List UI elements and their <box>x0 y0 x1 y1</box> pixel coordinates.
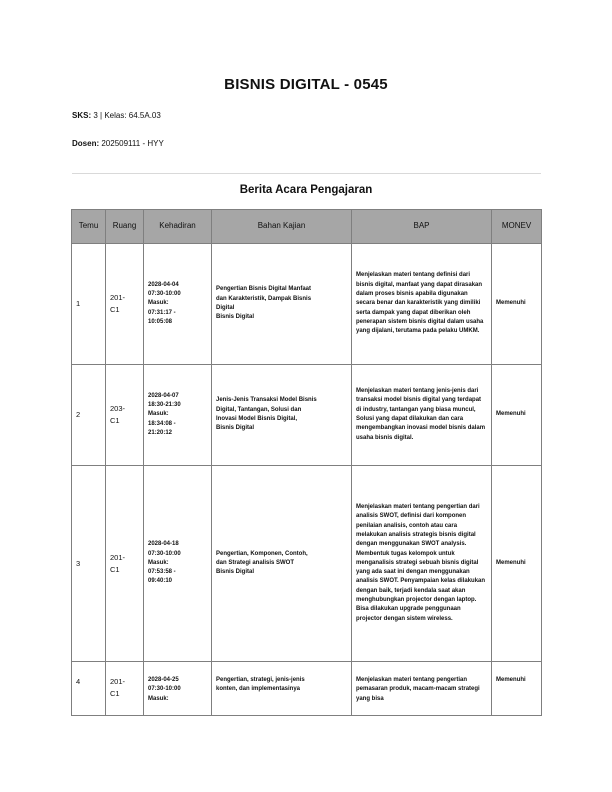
cell-ruang: 203- C1 <box>106 365 144 466</box>
cell-bahan-kajian: Pengertian, Komponen, Contoh, dan Strategi analisis SWOT Bisnis Digital <box>212 466 352 662</box>
cell-temu: 3 <box>72 466 106 662</box>
cell-ruang: 201- C1 <box>106 662 144 716</box>
cell-kehadiran: 2028-04-07 18:30-21:30 Masuk: 18:34:08 - 21:20:12 <box>144 365 212 466</box>
divider <box>72 173 541 174</box>
table-row <box>72 365 542 466</box>
cell-bap: Menjelaskan materi tentang definisi dari bisnis digital, manfaat yang dapat dirasakan dalam proses bisnis apabila digunakan secara benar dan karakteristik yang dimiliki serta dampak yang dapat diberikan oleh penerapan sistem bisnis digital dalam usaha yang dijalani, terutama pada pelaku UMKM. <box>352 244 492 365</box>
cell-bahan-kajian: Pengertian, strategi, jenis-jenis konten, dan implementasinya <box>212 662 352 716</box>
table-row <box>72 244 542 365</box>
cell-bap: Menjelaskan materi tentang pengertian pemasaran produk, macam-macam strategi yang bisa <box>352 662 492 716</box>
cell-monev: Memenuhi <box>492 365 542 466</box>
header-kehadiran: Kehadiran <box>144 210 212 244</box>
cell-bap: Menjelaskan materi tentang jenis-jenis dari transaksi model bisnis digital yang terdapat di industry, tantangan yang biasa muncul, Solusi yang dapat dilakukan dan cara mengembangkan inovasi model bisnis dalam usaha bisnis digital. <box>352 365 492 466</box>
sks-value: 3 | Kelas: 64.5A.03 <box>93 111 161 120</box>
header-bap: BAP <box>352 210 492 244</box>
sks-line <box>72 111 161 120</box>
table-row <box>72 662 542 716</box>
cell-monev: Memenuhi <box>492 662 542 716</box>
cell-monev: Memenuhi <box>492 244 542 365</box>
cell-ruang: 201- C1 <box>106 244 144 365</box>
cell-kehadiran: 2028-04-18 07:30-10:00 Masuk: 07:53:58 - 09:40:10 <box>144 466 212 662</box>
cell-temu: 1 <box>72 244 106 365</box>
sks-label: SKS: <box>72 111 92 120</box>
cell-temu: 2 <box>72 365 106 466</box>
dosen-value: 202509111 - HYY <box>101 139 164 148</box>
section-title: Berita Acara Pengajaran <box>239 184 373 196</box>
cell-kehadiran: 2028-04-25 07:30-10:00 Masuk: <box>144 662 212 716</box>
table-header-row <box>72 210 542 244</box>
table-row <box>72 466 542 662</box>
dosen-line <box>72 139 164 148</box>
header-ruang: Ruang <box>106 210 144 244</box>
header-temu: Temu <box>72 210 106 244</box>
header-monev: MONEV <box>492 210 542 244</box>
cell-monev: Memenuhi <box>492 466 542 662</box>
cell-bahan-kajian: Pengertian Bisnis Digital Manfaat dan Karakteristik, Dampak Bisnis Digital Bisnis Digital <box>212 244 352 365</box>
cell-bap: Menjelaskan materi tentang pengertian dari analisis SWOT, definisi dari komponen penilaian analisis, contoh atau cara melakukan analisis strategis bisnis digital dengan menggunakan SWOT analysis. Membentuk tugas kelompok untuk menganalisis strategi sebuah bisnis digital yang ada saat ini dengan menggunakan analisis SWOT. Penyampaian kelas dilakukan dengan baik, terjadi kendala saat akan menghubungkan projector dengan laptop. Bisa dilakukan upgrade penggunaan projector dengan sistem wireless. <box>352 466 492 662</box>
cell-temu: 4 <box>72 662 106 716</box>
document-title: BISNIS DIGITAL - 0545 <box>224 76 388 93</box>
cell-kehadiran: 2028-04-04 07:30-10:00 Masuk: 07:31:17 - 10:05:08 <box>144 244 212 365</box>
header-bahan-kajian: Bahan Kajian <box>212 210 352 244</box>
cell-ruang: 201- C1 <box>106 466 144 662</box>
cell-bahan-kajian: Jenis-Jenis Transaksi Model Bisnis Digital, Tantangan, Solusi dan Inovasi Model Bisnis Digital, Bisnis Digital <box>212 365 352 466</box>
bap-table <box>71 209 542 716</box>
dosen-label: Dosen: <box>72 139 100 148</box>
